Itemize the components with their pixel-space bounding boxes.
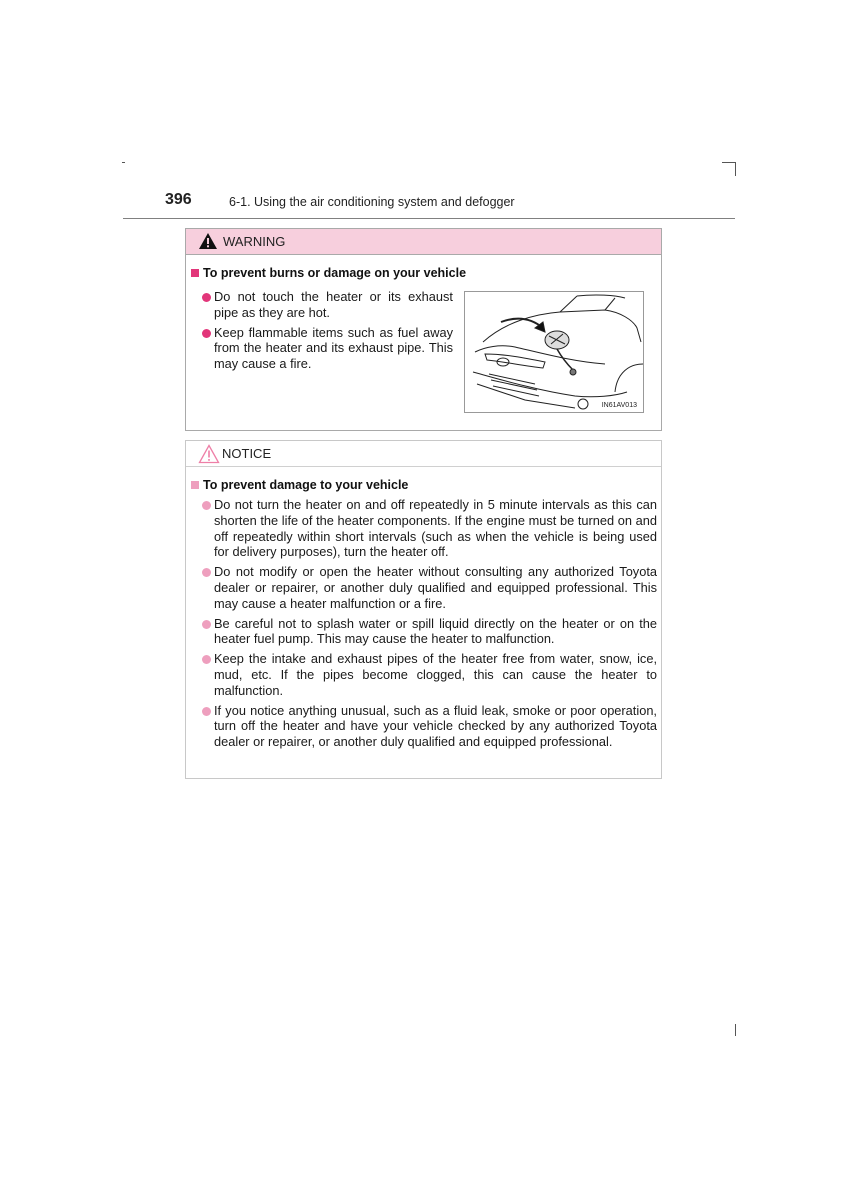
caution-triangle-icon [198,444,220,464]
crop-mark-top-right-v [735,162,736,176]
crop-mark-top-left [122,162,125,163]
warning-box [185,228,662,431]
list-item: Do not modify or open the heater without consulting any authorized Toyota dealer or repairer, or another duly qualified and equipped professional. This may cause a heater malfunction or a fire. [202,564,657,611]
list-item: If you notice anything unusual, such as a fluid leak, smoke or poor operation, turn off the heater and have your vehicle checked by any authorized Toyota dealer or repairer, or another duly qualified and equipped professional. [202,703,657,750]
list-item: Do not touch the heater or its exhaust pipe as they are hot. [202,289,453,321]
notice-box [185,440,662,779]
notice-header [186,441,661,467]
bullet-dot-icon [202,568,211,577]
illustration-code: IN61AV013 [601,402,637,409]
bullet-dot-icon [202,293,211,302]
bullet-dot-icon [202,707,211,716]
square-bullet-icon [191,481,199,489]
warning-label: WARNING [223,234,286,249]
warning-subheading [191,266,466,280]
crop-mark-bottom-right [735,1024,736,1036]
warning-triangle-icon [198,232,218,250]
notice-list [202,497,657,750]
crop-mark-top-right-h [722,162,736,163]
bullet-dot-icon [202,655,211,664]
bullet-dot-icon [202,620,211,629]
warning-list [202,289,453,372]
notice-label: NOTICE [222,446,272,461]
square-bullet-icon [191,269,199,277]
car-front-heater-illustration [464,291,644,413]
notice-heading-text: To prevent damage to your vehicle [203,478,409,492]
list-item: Be careful not to splash water or spill liquid directly on the heater or on the heater fuel pump. This may cause the heater to malfunction. [202,616,657,648]
page-number: 396 [165,191,192,208]
list-item: Keep flammable items such as fuel away from the heater and its exhaust pipe. This may cause a fire. [202,325,453,372]
notice-subheading [191,478,408,492]
bullet-dot-icon [202,329,211,338]
warning-header [186,229,661,255]
list-item: Do not turn the heater on and off repeatedly in 5 minute intervals as this can shorten the life of the heater components. If the engine must be turned on and off repeatedly within short intervals (such as when the vehicle is being used for delivery purposes), turn the heater off. [202,497,657,560]
section-title: 6-1. Using the air conditioning system and defogger [229,195,515,209]
warning-heading-text: To prevent burns or damage on your vehicle [203,266,467,280]
page-header [123,190,735,219]
bullet-dot-icon [202,501,211,510]
list-item: Keep the intake and exhaust pipes of the heater free from water, snow, ice, mud, etc. If the pipes become clogged, this can cause the heater to malfunction. [202,651,657,698]
